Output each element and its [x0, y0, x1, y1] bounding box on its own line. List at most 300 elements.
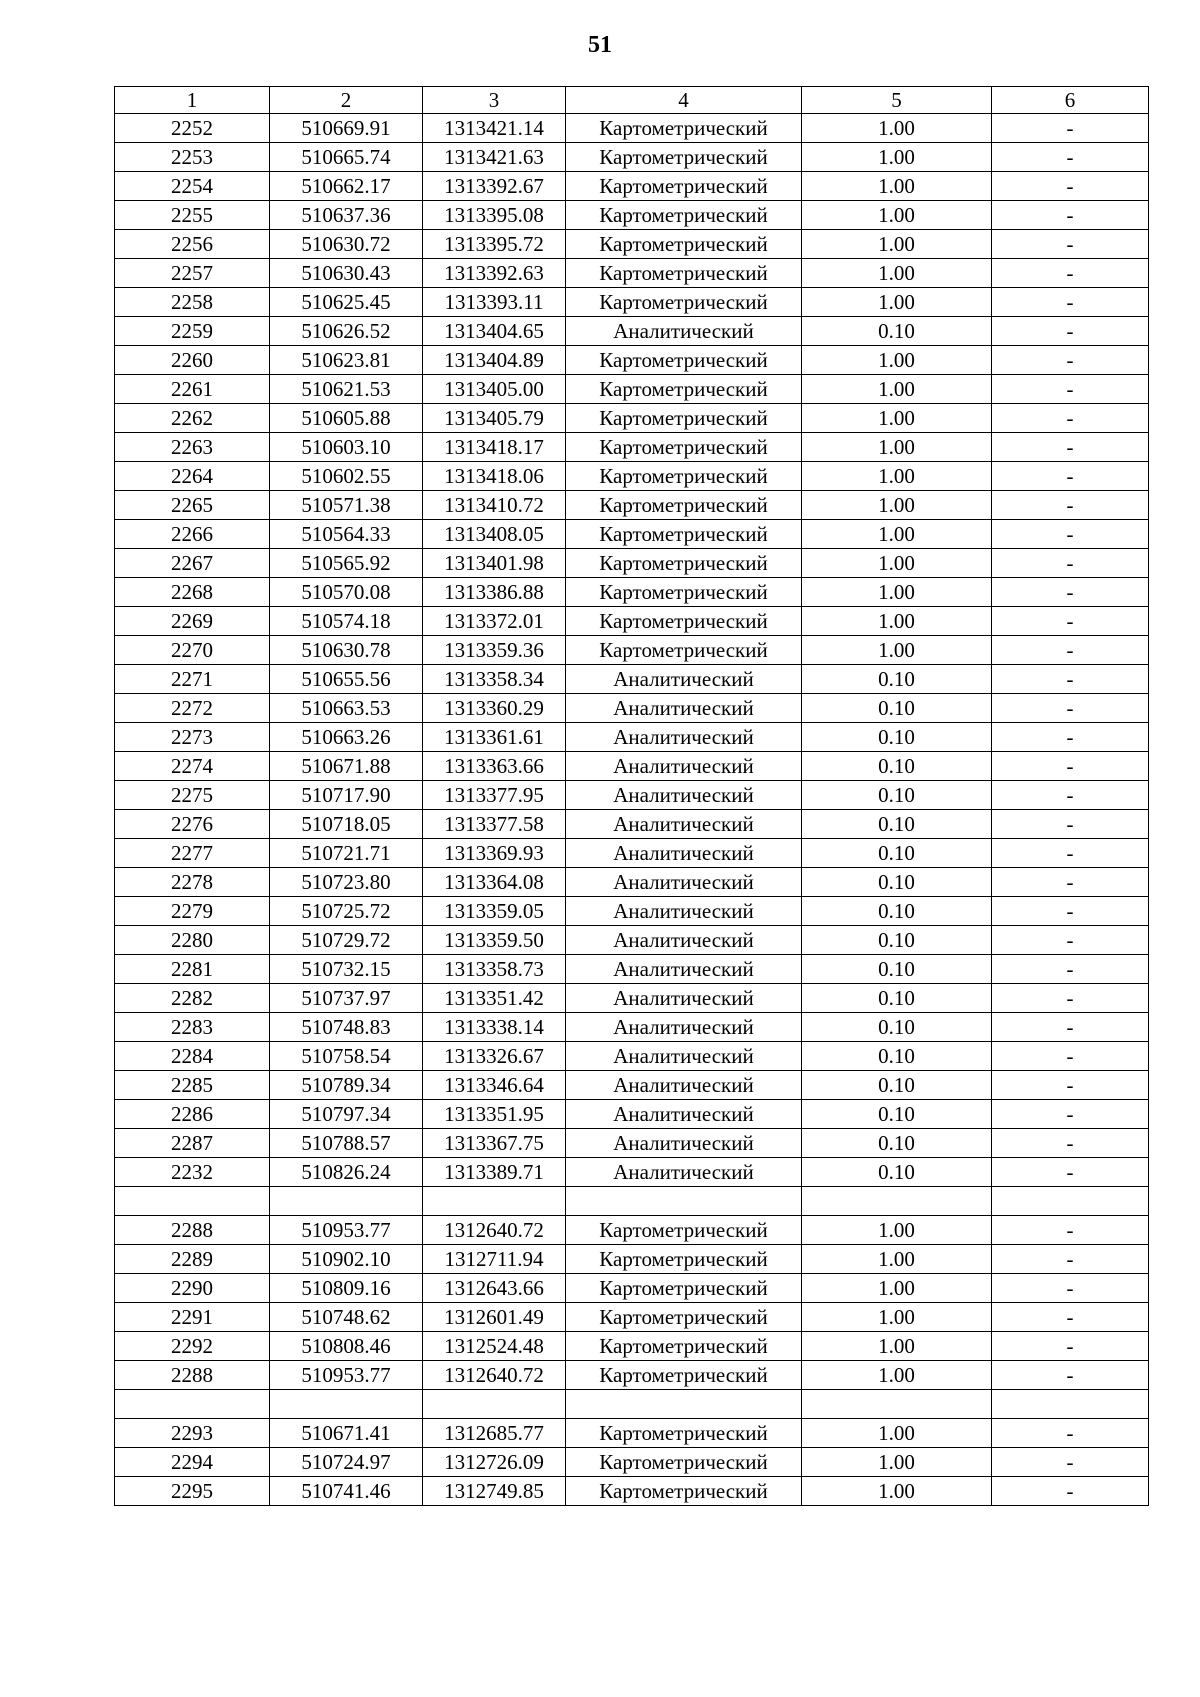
x-coordinate-cell: 510630.43: [270, 259, 423, 288]
point-number-cell: 2286: [115, 1100, 270, 1129]
x-coordinate-cell: 510723.80: [270, 868, 423, 897]
method-cell: Картометрический: [566, 1419, 802, 1448]
note-cell: -: [992, 1448, 1149, 1477]
accuracy-cell: 0.10: [802, 839, 992, 868]
note-cell: -: [992, 839, 1149, 868]
table-row: [115, 1361, 1149, 1390]
y-coordinate-cell: 1313392.67: [423, 172, 566, 201]
accuracy-cell: 1.00: [802, 433, 992, 462]
method-cell: Аналитический: [566, 868, 802, 897]
accuracy-cell: 0.10: [802, 984, 992, 1013]
point-number-cell: 2271: [115, 665, 270, 694]
x-coordinate-cell: 510663.53: [270, 694, 423, 723]
y-coordinate-cell: 1312601.49: [423, 1303, 566, 1332]
table-row: [115, 114, 1149, 143]
x-coordinate-cell: 510953.77: [270, 1361, 423, 1390]
x-coordinate-cell: 510788.57: [270, 1129, 423, 1158]
y-coordinate-cell: 1313395.72: [423, 230, 566, 259]
table-row: [115, 955, 1149, 984]
table-row: [115, 404, 1149, 433]
method-cell: Картометрический: [566, 172, 802, 201]
point-number-cell: 2280: [115, 926, 270, 955]
y-coordinate-cell: 1312685.77: [423, 1419, 566, 1448]
method-cell: Аналитический: [566, 752, 802, 781]
note-cell: -: [992, 346, 1149, 375]
x-coordinate-cell: 510655.56: [270, 665, 423, 694]
note-cell: -: [992, 172, 1149, 201]
note-cell: -: [992, 984, 1149, 1013]
method-cell: Аналитический: [566, 665, 802, 694]
accuracy-cell: 0.10: [802, 752, 992, 781]
table-row: [115, 1071, 1149, 1100]
table-row: [115, 201, 1149, 230]
point-number-cell: 2295: [115, 1477, 270, 1506]
table-row: [115, 665, 1149, 694]
column-header-1: 1: [115, 87, 270, 114]
x-coordinate-cell: 510570.08: [270, 578, 423, 607]
method-cell: Аналитический: [566, 1129, 802, 1158]
note-cell: [992, 1390, 1149, 1419]
method-cell: Аналитический: [566, 1071, 802, 1100]
point-number-cell: 2266: [115, 520, 270, 549]
point-number-cell: 2282: [115, 984, 270, 1013]
method-cell: Аналитический: [566, 810, 802, 839]
method-cell: [566, 1390, 802, 1419]
point-number-cell: 2284: [115, 1042, 270, 1071]
note-cell: -: [992, 288, 1149, 317]
note-cell: -: [992, 520, 1149, 549]
accuracy-cell: 1.00: [802, 143, 992, 172]
note-cell: -: [992, 1013, 1149, 1042]
note-cell: -: [992, 810, 1149, 839]
x-coordinate-cell: 510902.10: [270, 1245, 423, 1274]
x-coordinate-cell: 510741.46: [270, 1477, 423, 1506]
x-coordinate-cell: 510748.62: [270, 1303, 423, 1332]
page-number: 51: [588, 32, 612, 58]
table-row: [115, 781, 1149, 810]
method-cell: Картометрический: [566, 1361, 802, 1390]
table-row: [115, 810, 1149, 839]
note-cell: -: [992, 1245, 1149, 1274]
method-cell: Картометрический: [566, 1274, 802, 1303]
y-coordinate-cell: 1313395.08: [423, 201, 566, 230]
y-coordinate-cell: 1313359.50: [423, 926, 566, 955]
accuracy-cell: 1.00: [802, 462, 992, 491]
point-number-cell: 2285: [115, 1071, 270, 1100]
method-cell: Картометрический: [566, 1448, 802, 1477]
note-cell: -: [992, 1419, 1149, 1448]
table-row: [115, 1245, 1149, 1274]
x-coordinate-cell: 510826.24: [270, 1158, 423, 1187]
note-cell: -: [992, 926, 1149, 955]
y-coordinate-cell: 1313358.34: [423, 665, 566, 694]
method-cell: Аналитический: [566, 1013, 802, 1042]
note-cell: -: [992, 143, 1149, 172]
column-header-3: 3: [423, 87, 566, 114]
y-coordinate-cell: [423, 1187, 566, 1216]
point-number-cell: 2288: [115, 1216, 270, 1245]
accuracy-cell: 0.10: [802, 897, 992, 926]
table-row: [115, 491, 1149, 520]
table-row: [115, 926, 1149, 955]
note-cell: -: [992, 868, 1149, 897]
point-number-cell: 2278: [115, 868, 270, 897]
y-coordinate-cell: 1313404.65: [423, 317, 566, 346]
note-cell: -: [992, 1361, 1149, 1390]
accuracy-cell: [802, 1390, 992, 1419]
point-number-cell: 2289: [115, 1245, 270, 1274]
table-row: [115, 172, 1149, 201]
table-row: [115, 288, 1149, 317]
accuracy-cell: 1.00: [802, 578, 992, 607]
table-row: [115, 433, 1149, 462]
accuracy-cell: 1.00: [802, 1245, 992, 1274]
accuracy-cell: 0.10: [802, 1100, 992, 1129]
point-number-cell: 2290: [115, 1274, 270, 1303]
accuracy-cell: 1.00: [802, 375, 992, 404]
method-cell: Картометрический: [566, 578, 802, 607]
y-coordinate-cell: 1313404.89: [423, 346, 566, 375]
accuracy-cell: 1.00: [802, 1477, 992, 1506]
y-coordinate-cell: 1312749.85: [423, 1477, 566, 1506]
accuracy-cell: 1.00: [802, 259, 992, 288]
x-coordinate-cell: 510725.72: [270, 897, 423, 926]
column-header-6: 6: [992, 87, 1149, 114]
method-cell: Аналитический: [566, 926, 802, 955]
accuracy-cell: 1.00: [802, 520, 992, 549]
table-body: [115, 114, 1149, 1506]
point-number-cell: 2293: [115, 1419, 270, 1448]
table-row: [115, 868, 1149, 897]
method-cell: Аналитический: [566, 839, 802, 868]
x-coordinate-cell: 510574.18: [270, 607, 423, 636]
point-number-cell: 2254: [115, 172, 270, 201]
accuracy-cell: 1.00: [802, 1303, 992, 1332]
method-cell: Картометрический: [566, 259, 802, 288]
accuracy-cell: 0.10: [802, 810, 992, 839]
y-coordinate-cell: 1313367.75: [423, 1129, 566, 1158]
table-row: [115, 375, 1149, 404]
point-number-cell: 2268: [115, 578, 270, 607]
method-cell: Аналитический: [566, 694, 802, 723]
y-coordinate-cell: 1313359.05: [423, 897, 566, 926]
table-row: [115, 1013, 1149, 1042]
table-row: [115, 1100, 1149, 1129]
method-cell: Картометрический: [566, 491, 802, 520]
point-number-cell: 2279: [115, 897, 270, 926]
point-number-cell: 2273: [115, 723, 270, 752]
method-cell: Картометрический: [566, 375, 802, 404]
note-cell: -: [992, 201, 1149, 230]
accuracy-cell: 1.00: [802, 288, 992, 317]
method-cell: Аналитический: [566, 781, 802, 810]
table-row: [115, 1216, 1149, 1245]
point-number-cell: 2257: [115, 259, 270, 288]
x-coordinate-cell: 510605.88: [270, 404, 423, 433]
accuracy-cell: 0.10: [802, 1042, 992, 1071]
note-cell: -: [992, 694, 1149, 723]
point-number-cell: 2232: [115, 1158, 270, 1187]
header-row: [115, 87, 1149, 114]
point-number-cell: 2260: [115, 346, 270, 375]
y-coordinate-cell: 1313377.58: [423, 810, 566, 839]
column-header-5: 5: [802, 87, 992, 114]
method-cell: Картометрический: [566, 346, 802, 375]
x-coordinate-cell: 510953.77: [270, 1216, 423, 1245]
note-cell: -: [992, 1158, 1149, 1187]
point-number-cell: 2264: [115, 462, 270, 491]
y-coordinate-cell: 1313363.66: [423, 752, 566, 781]
x-coordinate-cell: 510626.52: [270, 317, 423, 346]
point-number-cell: 2292: [115, 1332, 270, 1361]
x-coordinate-cell: 510671.41: [270, 1419, 423, 1448]
point-number-cell: 2276: [115, 810, 270, 839]
accuracy-cell: 1.00: [802, 1448, 992, 1477]
x-coordinate-cell: 510729.72: [270, 926, 423, 955]
note-cell: -: [992, 955, 1149, 984]
table-row: [115, 230, 1149, 259]
note-cell: -: [992, 607, 1149, 636]
note-cell: -: [992, 404, 1149, 433]
y-coordinate-cell: 1313392.63: [423, 259, 566, 288]
note-cell: -: [992, 259, 1149, 288]
method-cell: Аналитический: [566, 1158, 802, 1187]
note-cell: -: [992, 723, 1149, 752]
table-row: [115, 694, 1149, 723]
table-row: [115, 549, 1149, 578]
y-coordinate-cell: 1313351.42: [423, 984, 566, 1013]
note-cell: -: [992, 462, 1149, 491]
note-cell: -: [992, 1216, 1149, 1245]
method-cell: Картометрический: [566, 607, 802, 636]
y-coordinate-cell: 1313360.29: [423, 694, 566, 723]
point-number-cell: 2258: [115, 288, 270, 317]
accuracy-cell: 1.00: [802, 491, 992, 520]
point-number-cell: 2291: [115, 1303, 270, 1332]
accuracy-cell: 0.10: [802, 781, 992, 810]
note-cell: -: [992, 1071, 1149, 1100]
y-coordinate-cell: 1312726.09: [423, 1448, 566, 1477]
point-number-cell: 2270: [115, 636, 270, 665]
accuracy-cell: 0.10: [802, 926, 992, 955]
x-coordinate-cell: 510665.74: [270, 143, 423, 172]
table-row: [115, 578, 1149, 607]
table-row: [115, 259, 1149, 288]
table-row: [115, 897, 1149, 926]
method-cell: Картометрический: [566, 1303, 802, 1332]
note-cell: -: [992, 781, 1149, 810]
x-coordinate-cell: 510623.81: [270, 346, 423, 375]
table-row: [115, 317, 1149, 346]
point-number-cell: 2253: [115, 143, 270, 172]
x-coordinate-cell: 510721.71: [270, 839, 423, 868]
point-number-cell: [115, 1390, 270, 1419]
y-coordinate-cell: 1313369.93: [423, 839, 566, 868]
point-number-cell: 2275: [115, 781, 270, 810]
method-cell: Аналитический: [566, 1100, 802, 1129]
accuracy-cell: 0.10: [802, 1071, 992, 1100]
point-number-cell: 2283: [115, 1013, 270, 1042]
x-coordinate-cell: 510564.33: [270, 520, 423, 549]
x-coordinate-cell: [270, 1187, 423, 1216]
table-row: [115, 1448, 1149, 1477]
x-coordinate-cell: 510565.92: [270, 549, 423, 578]
method-cell: Картометрический: [566, 288, 802, 317]
y-coordinate-cell: 1312524.48: [423, 1332, 566, 1361]
accuracy-cell: 1.00: [802, 201, 992, 230]
separator-row: [115, 1187, 1149, 1216]
x-coordinate-cell: 510669.91: [270, 114, 423, 143]
method-cell: Картометрический: [566, 636, 802, 665]
accuracy-cell: 1.00: [802, 346, 992, 375]
table-row: [115, 1274, 1149, 1303]
note-cell: -: [992, 433, 1149, 462]
x-coordinate-cell: 510630.72: [270, 230, 423, 259]
method-cell: Аналитический: [566, 955, 802, 984]
accuracy-cell: 1.00: [802, 1274, 992, 1303]
method-cell: Картометрический: [566, 114, 802, 143]
accuracy-cell: 1.00: [802, 172, 992, 201]
method-cell: Аналитический: [566, 897, 802, 926]
method-cell: Картометрический: [566, 520, 802, 549]
note-cell: -: [992, 549, 1149, 578]
note-cell: -: [992, 491, 1149, 520]
accuracy-cell: 0.10: [802, 723, 992, 752]
method-cell: Аналитический: [566, 723, 802, 752]
table-row: [115, 1303, 1149, 1332]
method-cell: Картометрический: [566, 1216, 802, 1245]
x-coordinate-cell: 510621.53: [270, 375, 423, 404]
table-row: [115, 1332, 1149, 1361]
x-coordinate-cell: 510758.54: [270, 1042, 423, 1071]
y-coordinate-cell: 1313359.36: [423, 636, 566, 665]
table-row: [115, 143, 1149, 172]
y-coordinate-cell: 1313372.01: [423, 607, 566, 636]
note-cell: -: [992, 317, 1149, 346]
y-coordinate-cell: 1313326.67: [423, 1042, 566, 1071]
y-coordinate-cell: 1313364.08: [423, 868, 566, 897]
note-cell: -: [992, 897, 1149, 926]
x-coordinate-cell: 510717.90: [270, 781, 423, 810]
point-number-cell: 2269: [115, 607, 270, 636]
x-coordinate-cell: 510602.55: [270, 462, 423, 491]
point-number-cell: 2261: [115, 375, 270, 404]
note-cell: -: [992, 1129, 1149, 1158]
x-coordinate-cell: 510809.16: [270, 1274, 423, 1303]
accuracy-cell: 1.00: [802, 607, 992, 636]
note-cell: -: [992, 578, 1149, 607]
x-coordinate-cell: 510732.15: [270, 955, 423, 984]
table-row: [115, 607, 1149, 636]
y-coordinate-cell: 1313389.71: [423, 1158, 566, 1187]
method-cell: Картометрический: [566, 143, 802, 172]
accuracy-cell: 1.00: [802, 1361, 992, 1390]
y-coordinate-cell: 1313405.79: [423, 404, 566, 433]
y-coordinate-cell: 1313410.72: [423, 491, 566, 520]
y-coordinate-cell: 1312643.66: [423, 1274, 566, 1303]
y-coordinate-cell: 1313421.14: [423, 114, 566, 143]
accuracy-cell: 1.00: [802, 636, 992, 665]
point-number-cell: 2252: [115, 114, 270, 143]
x-coordinate-cell: [270, 1390, 423, 1419]
note-cell: -: [992, 1042, 1149, 1071]
point-number-cell: 2265: [115, 491, 270, 520]
y-coordinate-cell: 1313421.63: [423, 143, 566, 172]
method-cell: Аналитический: [566, 317, 802, 346]
x-coordinate-cell: 510662.17: [270, 172, 423, 201]
y-coordinate-cell: 1313351.95: [423, 1100, 566, 1129]
accuracy-cell: 0.10: [802, 1129, 992, 1158]
accuracy-cell: 1.00: [802, 230, 992, 259]
accuracy-cell: 1.00: [802, 404, 992, 433]
point-number-cell: 2262: [115, 404, 270, 433]
method-cell: Картометрический: [566, 1477, 802, 1506]
accuracy-cell: 0.10: [802, 1013, 992, 1042]
x-coordinate-cell: 510808.46: [270, 1332, 423, 1361]
y-coordinate-cell: 1313401.98: [423, 549, 566, 578]
point-number-cell: 2287: [115, 1129, 270, 1158]
method-cell: Картометрический: [566, 549, 802, 578]
point-number-cell: 2267: [115, 549, 270, 578]
separator-row: [115, 1390, 1149, 1419]
accuracy-cell: 0.10: [802, 955, 992, 984]
method-cell: Картометрический: [566, 433, 802, 462]
x-coordinate-cell: 510737.97: [270, 984, 423, 1013]
accuracy-cell: 0.10: [802, 317, 992, 346]
note-cell: -: [992, 1100, 1149, 1129]
y-coordinate-cell: 1313346.64: [423, 1071, 566, 1100]
column-header-2: 2: [270, 87, 423, 114]
table-row: [115, 1042, 1149, 1071]
point-number-cell: [115, 1187, 270, 1216]
note-cell: -: [992, 636, 1149, 665]
method-cell: Картометрический: [566, 462, 802, 491]
note-cell: -: [992, 1477, 1149, 1506]
x-coordinate-cell: 510789.34: [270, 1071, 423, 1100]
accuracy-cell: [802, 1187, 992, 1216]
accuracy-cell: 1.00: [802, 1419, 992, 1448]
y-coordinate-cell: 1312640.72: [423, 1216, 566, 1245]
table-row: [115, 1419, 1149, 1448]
note-cell: -: [992, 1303, 1149, 1332]
point-number-cell: 2255: [115, 201, 270, 230]
point-number-cell: 2256: [115, 230, 270, 259]
y-coordinate-cell: 1313405.00: [423, 375, 566, 404]
method-cell: Картометрический: [566, 230, 802, 259]
table-row: [115, 1158, 1149, 1187]
accuracy-cell: 0.10: [802, 868, 992, 897]
x-coordinate-cell: 510663.26: [270, 723, 423, 752]
note-cell: -: [992, 665, 1149, 694]
method-cell: Аналитический: [566, 984, 802, 1013]
point-number-cell: 2274: [115, 752, 270, 781]
y-coordinate-cell: 1312640.72: [423, 1361, 566, 1390]
table-row: [115, 462, 1149, 491]
note-cell: -: [992, 375, 1149, 404]
table-row: [115, 636, 1149, 665]
point-number-cell: 2288: [115, 1361, 270, 1390]
accuracy-cell: 1.00: [802, 1216, 992, 1245]
x-coordinate-cell: 510637.36: [270, 201, 423, 230]
method-cell: Картометрический: [566, 1332, 802, 1361]
point-number-cell: 2294: [115, 1448, 270, 1477]
method-cell: Картометрический: [566, 404, 802, 433]
x-coordinate-cell: 510671.88: [270, 752, 423, 781]
x-coordinate-cell: 510718.05: [270, 810, 423, 839]
x-coordinate-cell: 510571.38: [270, 491, 423, 520]
table-row: [115, 984, 1149, 1013]
y-coordinate-cell: [423, 1390, 566, 1419]
